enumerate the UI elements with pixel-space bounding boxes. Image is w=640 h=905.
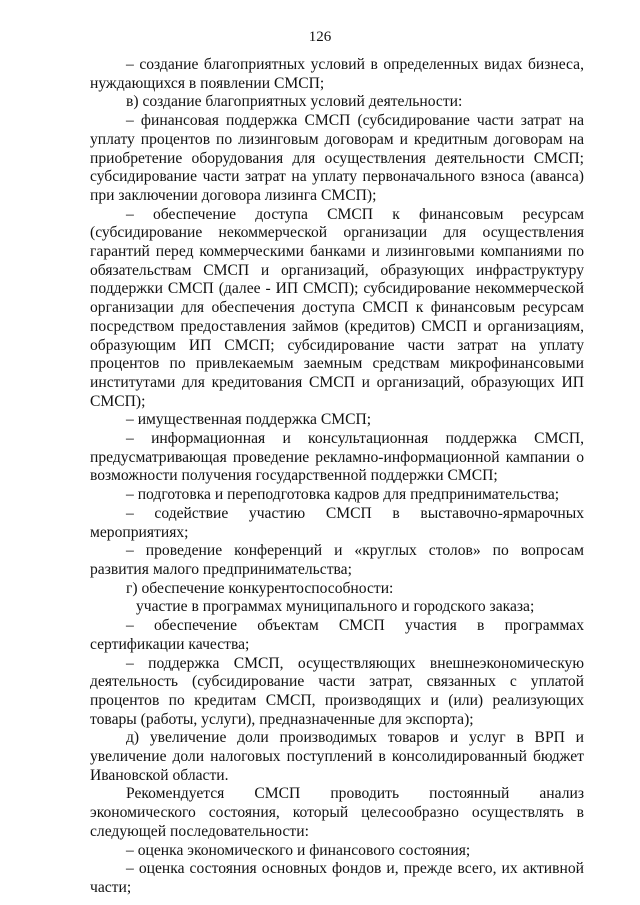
document-body: [90, 56, 584, 898]
paragraph-11: участие в программах муниципального и городского заказа;: [136, 598, 535, 616]
paragraph-14: д) увеличение доли производимых товаров и услуг в ВРП и увеличение доли налоговых поступлений в консолидированный бюджет Ивановской области.: [90, 729, 584, 784]
paragraph-15: Рекомендуется СМСП проводить постоянный анализ экономического состояния, который целесообразно осуществлять в следующей последовательности:: [90, 785, 584, 840]
paragraph-8: – содействие участию СМСП в выставочно-ярмарочных мероприятиях;: [90, 504, 584, 541]
paragraph-4: – обеспечение доступа СМСП к финансовым ресурсам (субсидирование некоммерческой организации для осуществления гарантий перед коммерческими банками и лизинговыми компаниями по обязательствам СМСП и организаций, образующих инфраструктуру поддержки СМСП (далее - ИП СМСП); субсидирование некоммерческой организации для обеспечения доступа СМСП к финансовым ресурсам посредством предоставления займов (кредитов) СМСП и организациям, образующим ИП СМСП; субсидирование части затрат на уплату процентов по привлекаемым заемным средствам микрофинансовыми институтами для кредитования СМСП и организаций, образующих ИП СМСП);: [90, 205, 584, 410]
paragraph-16: – оценка экономического и финансового состояния;: [126, 841, 471, 859]
paragraph-6: – информационная и консультационная поддержка СМСП, предусматривающая проведение рекламно-информационной кампании о возможности получения государственной поддержки СМСП;: [90, 430, 584, 485]
paragraph-17: – оценка состояния основных фондов и, прежде всего, их активной части;: [90, 860, 584, 896]
paragraph-13: – поддержка СМСП, осуществляющих внешнеэкономическую деятельность (субсидирование части затрат, связанных с уплатой процентов по кредитам СМСП, производящих и (или) реализующих товары (работы, услуги), предназначенные для экспорта);: [90, 654, 584, 728]
paragraph-3: – финансовая поддержка СМСП (субсидирование части затрат на уплату процентов по лизинговым договорам и кредитным договорам на приобретение оборудования для осуществления деятельности СМСП; субсидирование части затрат на уплату первоначального взноса (аванса) при заключении договора лизинга СМСП);: [90, 112, 584, 204]
paragraph-5: – имущественная поддержка СМСП;: [126, 411, 372, 429]
paragraph-12: – обеспечение объектам СМСП участия в программах сертификации качества;: [90, 617, 584, 653]
paragraph-2: в) создание благоприятных условий деятельности:: [126, 93, 463, 111]
page-number: 126: [308, 29, 332, 45]
paragraph-7: – подготовка и переподготовка кадров для предпринимательства;: [126, 486, 560, 504]
paragraph-1: – создание благоприятных условий в определенных видах бизнеса, нуждающихся в появлении СМСП;: [90, 56, 584, 92]
paragraph-10: г) обеспечение конкурентоспособности:: [126, 579, 394, 597]
paragraph-9: – проведение конференций и «круглых столов» по вопросам развития малого предпринимательства;: [90, 542, 584, 578]
